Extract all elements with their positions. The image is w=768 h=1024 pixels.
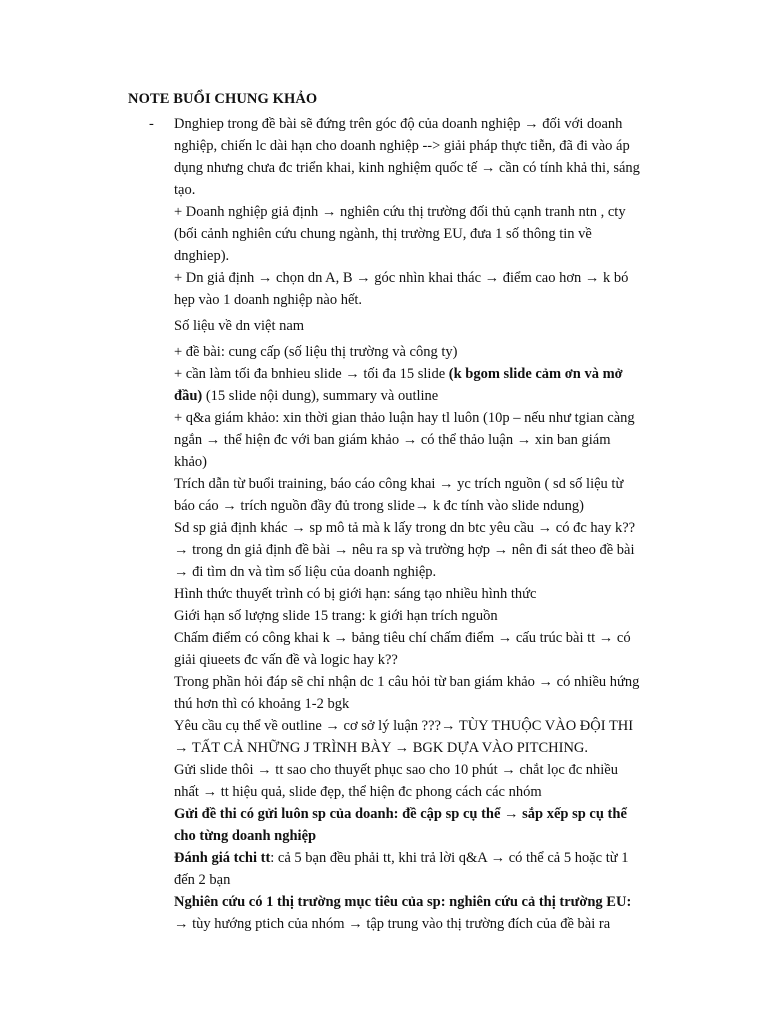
note-line: ngắn → thể hiện đc với ban giám khảo → có thể thảo luận → xin ban giám: [174, 432, 611, 448]
note-line-bold: Gửi đề thi có gửi luôn sp của doanh: đề cập sp cụ thể → sắp xếp sp cụ thể: [174, 806, 627, 822]
note-body: [174, 113, 674, 935]
note-line: Số liệu về dn việt nam: [174, 318, 305, 334]
note-line: thú hơn thì có khoảng 1-2 bgk: [174, 696, 350, 712]
note-line: Hình thức thuyết trình có bị giới hạn: sáng tạo nhiều hình thức: [174, 586, 537, 602]
note-line: [174, 847, 674, 869]
note-line: Chấm điểm có công khai k → bảng tiêu chí chấm điểm → cấu trúc bài tt → có: [174, 630, 631, 646]
note-line: khảo): [174, 454, 208, 470]
note-line: Dnghiep trong đề bài sẽ đứng trên góc độ của doanh nghiệp → đối với doanh: [174, 116, 623, 132]
note-text: (15 slide nội dung), summary và outline: [202, 388, 439, 404]
note-line: Giới hạn số lượng slide 15 trang: k giới hạn trích nguồn: [174, 608, 498, 624]
note-line: Gửi slide thôi → tt sao cho thuyết phục sao cho 10 phút → chắt lọc đc nhiều: [174, 762, 618, 778]
note-text: + cần làm tối đa bnhieu slide → tối đa 15 slide: [174, 366, 449, 382]
note-line: dnghiep).: [174, 248, 230, 264]
note-line: nghiệp, chiến lc dài hạn cho doanh nghiệp --> giải pháp thực tiễn, đã đi vào áp: [174, 138, 630, 154]
note-line: + Doanh nghiệp giả định → nghiên cứu thị trường đối thủ cạnh tranh ntn , cty: [174, 204, 626, 220]
note-line: tạo.: [174, 182, 196, 198]
note-line: (bối cảnh nghiên cứu chung ngành, thị trường EU, đưa 1 số thông tin về: [174, 226, 592, 242]
note-line: đến 2 bạn: [174, 872, 231, 888]
note-line: Sd sp giả định khác → sp mô tả mà k lấy trong dn btc yêu cầu → có đc hay k??: [174, 520, 636, 536]
note-line: báo cáo → trích nguồn đầy đủ trong slide→ k đc tính vào slide ndung): [174, 498, 584, 514]
note-bold-text: Đánh giá tchi tt: [174, 850, 271, 866]
note-line: Trích dẫn từ buổi training, báo cáo công khai → yc trích nguồn ( sd số liệu từ: [174, 476, 624, 492]
note-bold-text: đầu): [174, 388, 203, 404]
note-line: nhất → tt hiệu quả, slide đẹp, thể hiện đc phong cách các nhóm: [174, 784, 542, 800]
note-line: dụng nhưng chưa đc triển khai, kinh nghiệm quốc tế → cần có tính khả thi, sáng: [174, 160, 640, 176]
bullet-dash: -: [149, 116, 154, 132]
note-line: + q&a giám khảo: xin thời gian thảo luận hay tl luôn (10p – nếu như tgian càng: [174, 410, 635, 426]
note-line: giải qiueets đc vấn đề và logic hay k??: [174, 652, 398, 668]
note-line: Yêu cầu cụ thể về outline → cơ sở lý luận ???→ TÙY THUỘC VÀO ĐỘI THI: [174, 718, 634, 734]
note-line: → TẤT CẢ NHỮNG J TRÌNH BÀY → BGK DỰA VÀO PITCHING.: [174, 740, 589, 756]
note-line: hẹp vào 1 doanh nghiệp nào hết.: [174, 292, 363, 308]
note-bold-text: (k bgom slide cảm ơn và mở: [448, 366, 623, 382]
note-line-bold: Nghiên cứu có 1 thị trường mục tiêu của sp: nghiên cứu cả thị trường EU:: [174, 894, 632, 910]
note-line: [174, 385, 674, 407]
note-line: [174, 363, 674, 385]
note-line: + đề bài: cung cấp (số liệu thị trường và công ty): [174, 344, 458, 360]
page-title: NOTE BUỔI CHUNG KHẢO: [128, 91, 318, 107]
note-line: + Dn giả định → chọn dn A, B → góc nhìn khai thác → điểm cao hơn → k bó: [174, 270, 629, 286]
note-line: → tùy hướng ptich của nhóm → tập trung vào thị trường đích của đề bài ra: [174, 916, 611, 932]
note-text: : cả 5 bạn đều phải tt, khi trả lời q&A → có thể cả 5 hoặc từ 1: [270, 850, 629, 866]
note-line: Trong phần hỏi đáp sẽ chỉ nhận dc 1 câu hỏi từ ban giám khảo → có nhiều hứng: [174, 674, 640, 690]
note-line-bold: cho từng doanh nghiệp: [174, 828, 317, 844]
note-line: → đi tìm dn và tìm số liệu của doanh nghiệp.: [174, 564, 437, 580]
note-line: → trong dn giả định đề bài → nêu ra sp và trường hợp → nên đi sát theo đề bài: [174, 542, 635, 558]
